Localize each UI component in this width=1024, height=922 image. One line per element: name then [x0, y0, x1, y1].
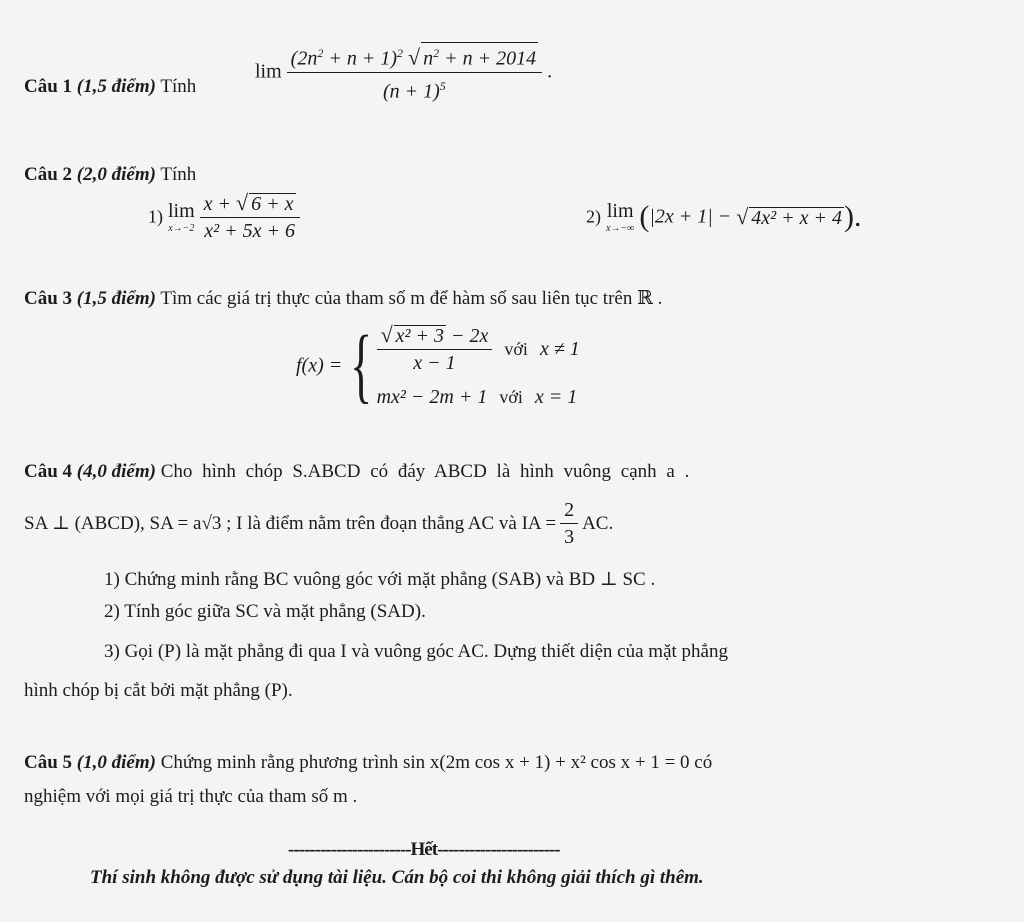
case-2: mx² − 2m + 1 với x = 1	[376, 385, 578, 408]
piecewise-cases	[377, 318, 580, 414]
question-4-part-3-cont: hình chóp bị cắt bởi mặt phẳng (P).	[24, 680, 293, 701]
question-4-part-3: 3) Gọi (P) là mặt phẳng đi qua I và vuông góc AC. Dựng thiết diện của mặt phẳng	[104, 641, 728, 662]
question-2-heading: Câu 2 (2,0 điểm) Tính	[24, 164, 197, 185]
q1-numerator: $(2n^2 + n + 1)^2$ √ $n^2 + n + 2014$	[287, 40, 542, 73]
question-4-line-2: SA ⊥ (ABCD), SA = a√3 ; I là điểm nằm trên đoạn thẳng AC và IA = $\frac{2}{3}$ AC.	[24, 499, 614, 548]
question-3-heading: Câu 3 (1,5 điểm) Tìm các giá trị thực của tham số m để hàm số sau liên tục trên ℝ .	[24, 288, 663, 309]
question-4-part-1: 1) Chứng minh rằng BC vuông góc với mặt phẳng (SAB) và BD ⊥ SC .	[104, 569, 656, 590]
question-4-heading: Câu 4 (4,0 điểm) Cho hình chóp S.ABCD có đáy ABCD là hình vuông cạnh a .	[24, 461, 690, 482]
fraction-two-thirds: $\frac{2}{3}$	[560, 497, 578, 550]
end-marker: -----------------------Hết-----------------------	[288, 839, 560, 860]
lim-operator: lim x→−2	[168, 200, 195, 234]
question-points: (1,5 điểm)	[76, 76, 156, 97]
lim-operator: lim	[255, 60, 282, 83]
question-4-part-2: 2) Tính góc giữa SC và mặt phẳng (SAD).	[104, 601, 426, 622]
question-5-line-2: nghiệm với mọi giá trị thực của tham số m .	[24, 786, 358, 807]
q1-denominator: $(n + 1)^5$	[382, 78, 446, 103]
question-1-formula: lim $\frac{(2n^2 + n + 1)^2 √ n^2 + n + 2014}{(n + 1)^5}$ .	[255, 40, 552, 104]
question-2-part-1: 1) lim x→−2 $\frac{x + √ 6 + x}{\text{x² + 5x + 6}}$	[148, 190, 300, 244]
question-1-heading	[24, 75, 196, 99]
question-3-function: f(x) = { $\frac{\text{√ x² + 3 − 2x}}{x - 1}$ với x ≠ 1 mx² − 2m + 1 với x = 1	[296, 319, 580, 412]
footer-note: Thí sinh không được sử dụng tài liệu. Cán bộ coi thi không giải thích gì thêm.	[90, 867, 704, 888]
question-2-part-2: 2) lim x→−∞ (|2x + 1| − √ 4x² + x + 4).	[586, 200, 862, 234]
lim-operator: lim x→−∞	[606, 200, 635, 234]
question-5-heading: Câu 5 (1,0 điểm) Chứng minh rằng phương trình sin x(2m cos x + 1) + x² cos x + 1 = 0 có	[24, 752, 713, 773]
question-label: Câu 1	[24, 76, 73, 97]
q1-fraction	[287, 40, 542, 104]
question-text: Tính	[160, 76, 197, 97]
q2-p1-fraction: $\frac{x + √ 6 + x}{\text{x² + 5x + 6}}$	[200, 190, 300, 244]
case-1: $\frac{\text{√ x² + 3 − 2x}}{x - 1}$ với x ≠ 1	[377, 318, 580, 380]
